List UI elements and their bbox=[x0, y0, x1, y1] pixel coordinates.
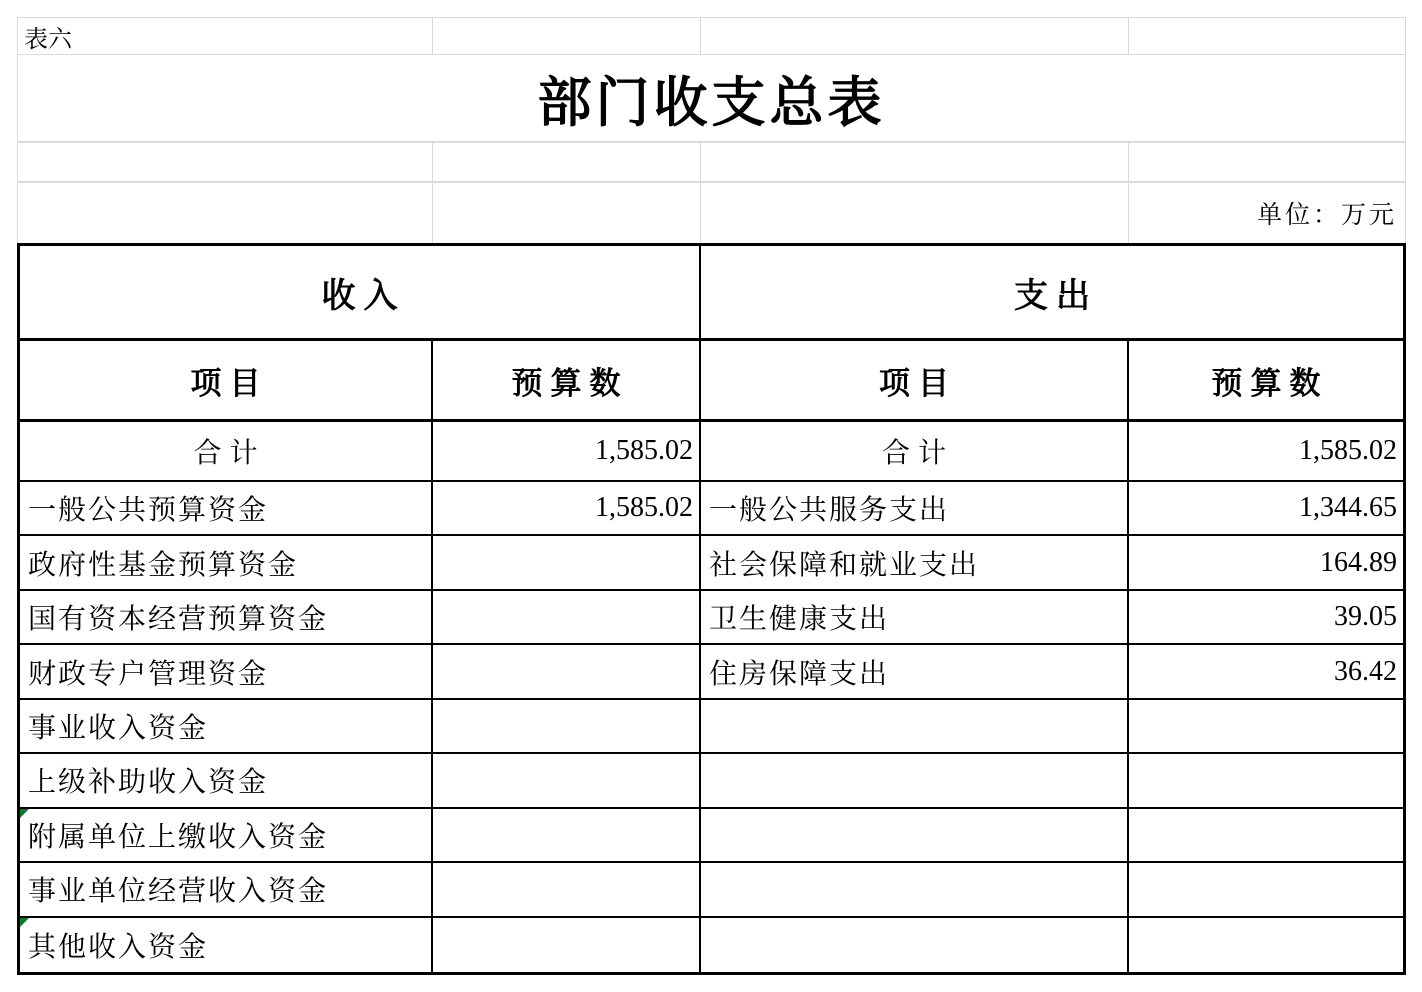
expense-budget-cell[interactable] bbox=[1129, 863, 1403, 917]
expense-item-cell[interactable]: 社会保障和就业支出 bbox=[701, 536, 1129, 590]
expense-item-cell[interactable] bbox=[701, 809, 1129, 863]
income-item-cell[interactable]: 国有资本经营预算资金 bbox=[20, 591, 433, 645]
page-title: 部门收支总表 bbox=[537, 72, 886, 133]
income-item-cell[interactable]: 政府性基金预算资金 bbox=[20, 536, 433, 590]
income-budget-cell[interactable] bbox=[433, 754, 701, 808]
income-budget-column-header[interactable]: 预算数 bbox=[433, 341, 701, 422]
empty-cell[interactable] bbox=[18, 143, 433, 181]
spacer-row bbox=[17, 142, 1406, 182]
expense-budget-cell[interactable]: 1,585.02 bbox=[1129, 422, 1403, 482]
empty-cell[interactable] bbox=[701, 183, 1129, 243]
unit-label-cell[interactable] bbox=[1129, 183, 1405, 243]
income-item-cell[interactable] bbox=[20, 809, 433, 863]
unit-row bbox=[17, 182, 1406, 243]
empty-cell[interactable] bbox=[433, 183, 701, 243]
expense-item-cell[interactable]: 卫生健康支出 bbox=[701, 591, 1129, 645]
expense-item-cell[interactable]: 合计 bbox=[701, 422, 1129, 482]
income-item-label: 其他收入资金 bbox=[28, 931, 209, 963]
expense-item-cell[interactable] bbox=[701, 700, 1129, 754]
cell-error-indicator-icon bbox=[20, 918, 29, 927]
income-budget-cell[interactable]: 1,585.02 bbox=[433, 422, 701, 482]
income-section-header[interactable]: 收入 bbox=[20, 246, 701, 341]
expense-budget-cell[interactable]: 36.42 bbox=[1129, 645, 1403, 699]
expense-item-column-header[interactable]: 项目 bbox=[701, 341, 1129, 422]
income-item-cell[interactable]: 财政专户管理资金 bbox=[20, 645, 433, 699]
top-row bbox=[17, 17, 1406, 55]
expense-budget-cell[interactable]: 1,344.65 bbox=[1129, 482, 1403, 536]
budget-summary-table bbox=[17, 243, 1406, 975]
income-budget-cell[interactable] bbox=[433, 645, 701, 699]
income-item-cell[interactable]: 上级补助收入资金 bbox=[20, 754, 433, 808]
sheet-label: 表六 bbox=[24, 26, 72, 53]
expense-item-cell[interactable] bbox=[701, 754, 1129, 808]
income-item-cell[interactable]: 事业单位经营收入资金 bbox=[20, 863, 433, 917]
expense-budget-cell[interactable]: 39.05 bbox=[1129, 591, 1403, 645]
income-budget-cell[interactable]: 1,585.02 bbox=[433, 482, 701, 536]
income-item-cell[interactable]: 一般公共预算资金 bbox=[20, 482, 433, 536]
expense-section-header[interactable]: 支出 bbox=[701, 246, 1403, 341]
income-budget-cell[interactable] bbox=[433, 591, 701, 645]
expense-item-cell[interactable] bbox=[701, 918, 1129, 972]
expense-budget-cell[interactable] bbox=[1129, 700, 1403, 754]
empty-cell[interactable] bbox=[433, 18, 701, 54]
empty-cell[interactable] bbox=[18, 183, 433, 243]
income-item-cell[interactable]: 事业收入资金 bbox=[20, 700, 433, 754]
empty-cell[interactable] bbox=[701, 18, 1129, 54]
income-budget-cell[interactable] bbox=[433, 700, 701, 754]
empty-cell[interactable] bbox=[701, 143, 1129, 181]
unit-label: 单位：万元 bbox=[1256, 202, 1397, 229]
empty-cell[interactable] bbox=[433, 143, 701, 181]
empty-cell[interactable] bbox=[1129, 143, 1405, 181]
expense-budget-cell[interactable] bbox=[1129, 809, 1403, 863]
income-item-cell[interactable] bbox=[20, 918, 433, 972]
income-budget-cell[interactable] bbox=[433, 536, 701, 590]
income-budget-cell[interactable] bbox=[433, 918, 701, 972]
expense-budget-column-header[interactable]: 预算数 bbox=[1129, 341, 1403, 422]
expense-item-cell[interactable]: 住房保障支出 bbox=[701, 645, 1129, 699]
income-item-label: 附属单位上缴收入资金 bbox=[28, 821, 329, 853]
expense-item-cell[interactable] bbox=[701, 863, 1129, 917]
expense-budget-cell[interactable] bbox=[1129, 918, 1403, 972]
cell-error-indicator-icon bbox=[20, 809, 29, 818]
income-budget-cell[interactable] bbox=[433, 809, 701, 863]
sheet-label-cell[interactable] bbox=[18, 18, 433, 54]
expense-item-cell[interactable]: 一般公共服务支出 bbox=[701, 482, 1129, 536]
income-item-cell[interactable]: 合计 bbox=[20, 422, 433, 482]
title-cell[interactable] bbox=[17, 55, 1406, 142]
expense-budget-cell[interactable] bbox=[1129, 754, 1403, 808]
income-budget-cell[interactable] bbox=[433, 863, 701, 917]
empty-cell[interactable] bbox=[1129, 18, 1405, 54]
income-item-column-header[interactable]: 项目 bbox=[20, 341, 433, 422]
expense-budget-cell[interactable]: 164.89 bbox=[1129, 536, 1403, 590]
